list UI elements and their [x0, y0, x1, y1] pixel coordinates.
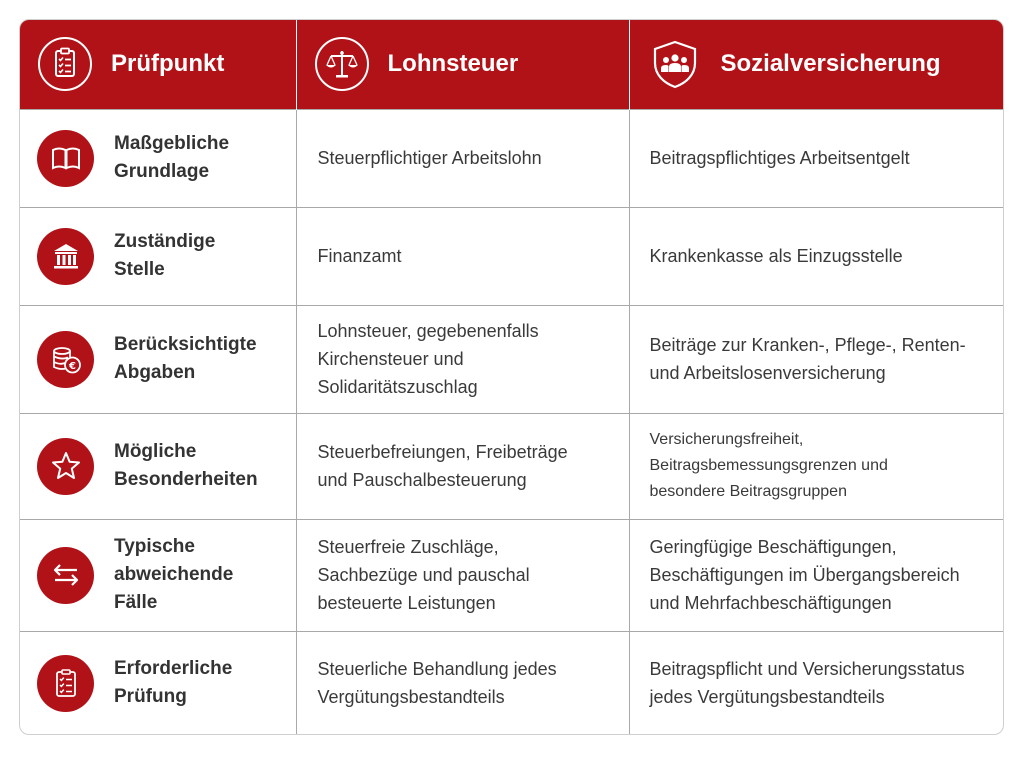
- sozialversicherung-cell: Versicherungsfreiheit, Beitragsbemessungsgrenzen und besondere Beitragsgruppen: [649, 431, 888, 500]
- table-row: [20, 109, 1003, 207]
- row-label: Mögliche Besonderheiten: [114, 441, 258, 490]
- lohnsteuer-cell: Lohnsteuer, gegebenenfalls Kirchensteuer und Solidaritätszuschlag: [296, 305, 629, 413]
- row-label-cell: [20, 207, 296, 305]
- header-label: Lohnsteuer: [387, 50, 519, 78]
- government-building-icon: [37, 228, 94, 285]
- swap-arrows-icon: [37, 547, 94, 604]
- row-label-cell: [20, 305, 296, 413]
- row-label: Typische abweichende Fälle: [114, 536, 234, 613]
- lohnsteuer-cell: Steuerfreie Zuschläge, Sachbezüge und pauschal besteuerte Leistungen: [296, 519, 629, 631]
- header-label: Sozialversicherung: [720, 50, 941, 78]
- sozialversicherung-cell: Beiträge zur Kranken-, Pflege-, Renten- und Arbeitslosenversicherung: [649, 335, 966, 383]
- table-row: [20, 631, 1003, 735]
- lohnsteuer-cell: Finanzamt: [296, 207, 629, 305]
- table-row: [20, 519, 1003, 631]
- clipboard-checklist-icon: [37, 36, 93, 92]
- header-label: Prüfpunkt: [111, 50, 225, 78]
- comparison-table-grid: [20, 20, 1003, 735]
- table-row: [20, 207, 1003, 305]
- star-icon: [37, 438, 94, 495]
- row-label: Maßgebliche Grundlage: [114, 133, 230, 182]
- lohnsteuer-cell: Steuerpflichtiger Arbeitslohn: [296, 109, 629, 207]
- row-label-cell: [20, 631, 296, 735]
- table-row: [20, 413, 1003, 519]
- shield-people-icon: [647, 36, 703, 92]
- row-label: Erforderliche Prüfung: [114, 658, 233, 708]
- clipboard-checklist-icon: [37, 655, 94, 712]
- table-header-row: [20, 20, 1003, 109]
- svg-text:€: €: [68, 361, 76, 372]
- comparison-table: [19, 19, 1004, 735]
- open-book-icon: [37, 130, 94, 187]
- sozialversicherung-cell: Beitragspflichtiges Arbeitsentgelt: [649, 148, 910, 168]
- header-lohnsteuer: [296, 20, 629, 109]
- row-label-cell: [20, 413, 296, 519]
- header-pruefpunkt: [20, 20, 296, 109]
- sozialversicherung-cell: Beitragspflicht und Versicherungsstatus jedes Vergütungsbestandteils: [649, 659, 965, 708]
- lohnsteuer-cell: Steuerbefreiungen, Freibeträge und Pauschalbesteuerung: [296, 413, 629, 519]
- scales-icon: [314, 36, 370, 92]
- header-sozialversicherung: [629, 20, 1003, 109]
- sozialversicherung-cell: Geringfügige Beschäftigungen, Beschäftigungen im Übergangsbereich und Mehrfachbeschäftigungen: [649, 537, 960, 613]
- table-row: [20, 305, 1003, 413]
- row-label-cell: [20, 519, 296, 631]
- row-label: Berücksichtigte Abgaben: [114, 334, 257, 383]
- lohnsteuer-cell: Steuerliche Behandlung jedes Vergütungsbestandteils: [296, 631, 629, 735]
- coins-euro-icon: [37, 331, 94, 388]
- sozialversicherung-cell: Krankenkasse als Einzugsstelle: [649, 246, 903, 266]
- row-label-cell: [20, 109, 296, 207]
- row-label: Zuständige Stelle: [114, 231, 216, 280]
